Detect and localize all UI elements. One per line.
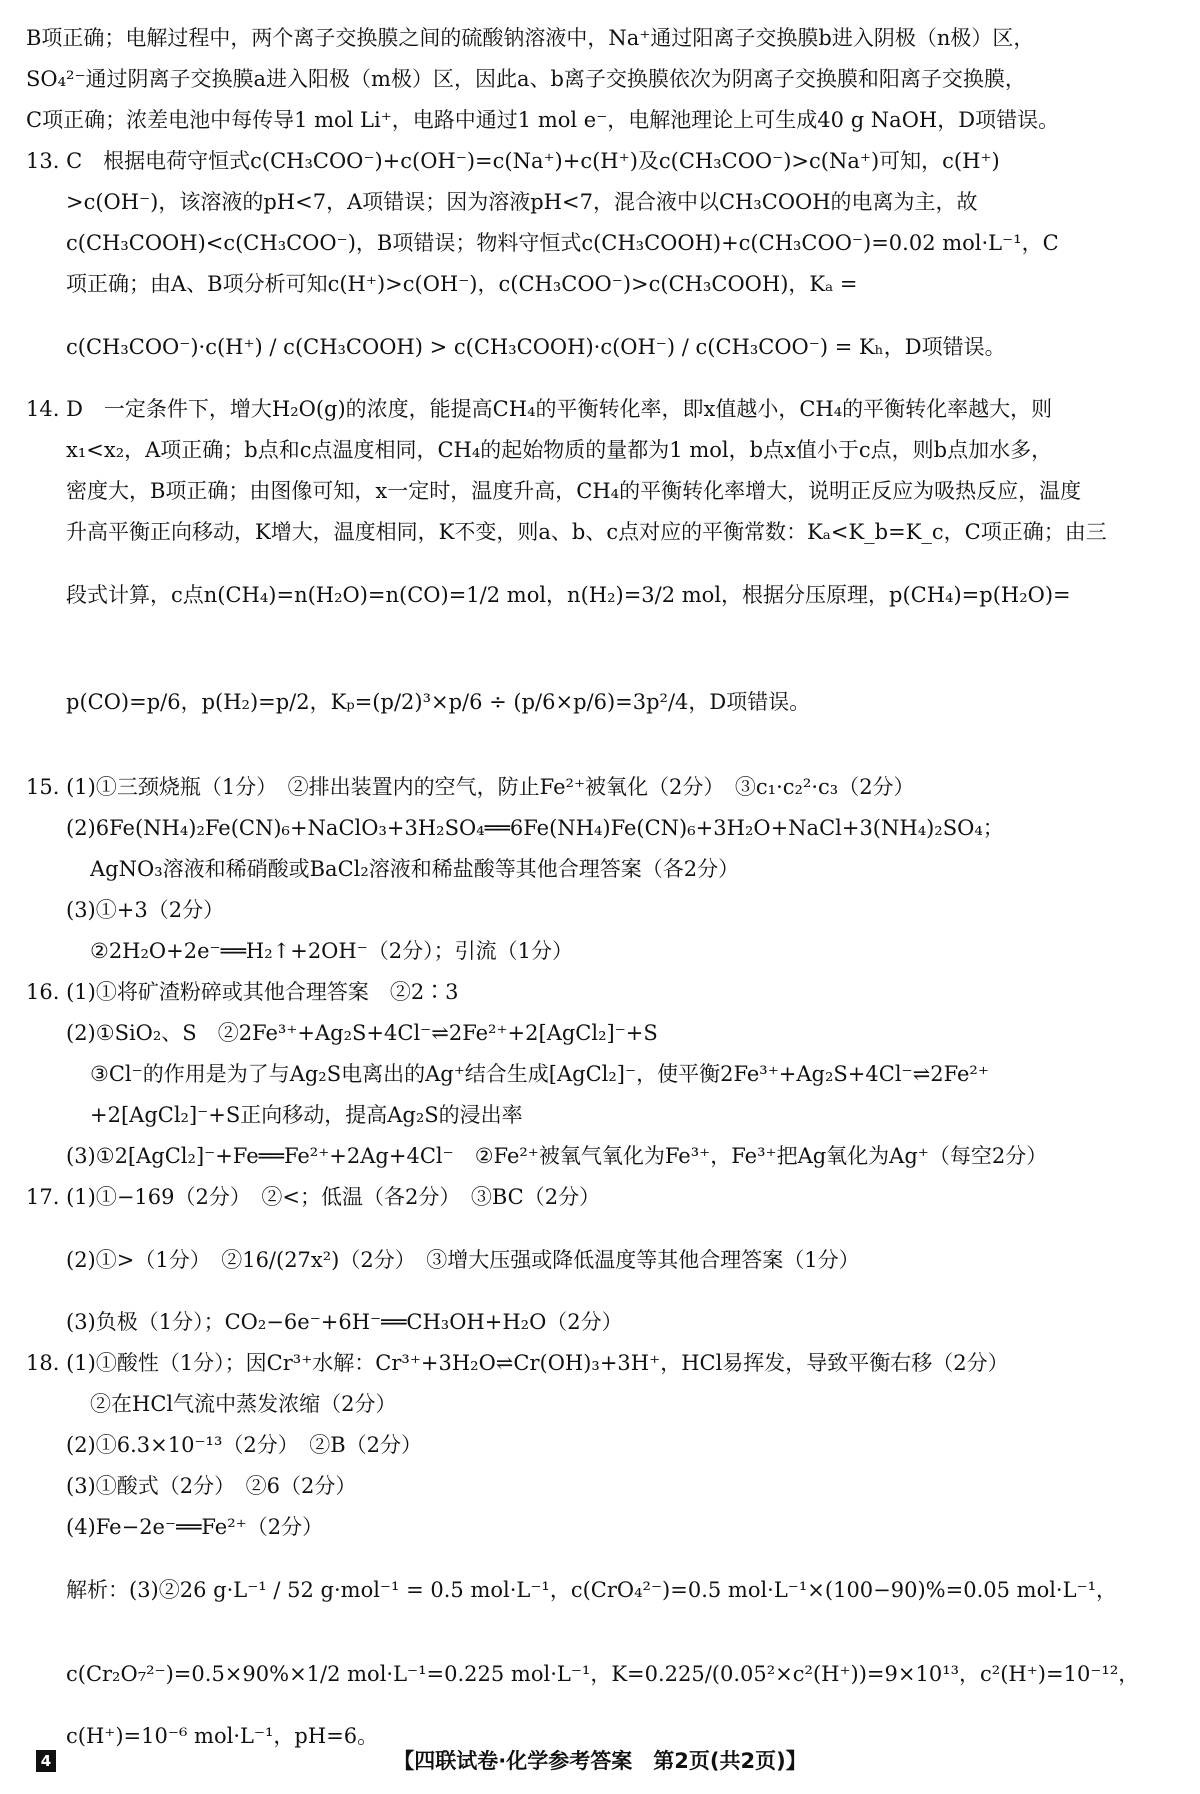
question-16-line: 16. (1)①将矿渣粉碎或其他合理答案 ②2∶3	[26, 980, 459, 1004]
analysis-line: c(H⁺)=10⁻⁶ mol·L⁻¹，pH=6。	[66, 1724, 379, 1748]
text-line: (2)①SiO₂、S ②2Fe³⁺+Ag₂S+4Cl⁻⇌2Fe²⁺+2[AgCl₂]⁻+S	[66, 1021, 658, 1045]
text-line: (2)6Fe(NH₄)₂Fe(CN)₆+NaClO₃+3H₂SO₄══6Fe(NH₄)Fe(CN)₆+3H₂O+NaCl+3(NH₄)₂SO₄；	[66, 816, 1004, 840]
question-14-line: 14. D 一定条件下，增大H₂O(g)的浓度，能提高CH₄的平衡转化率，即x值越小，CH₄的平衡转化率越大，则	[26, 397, 1053, 421]
text-line: SO₄²⁻通过阴离子交换膜a进入阳极（m极）区，因此a、b离子交换膜依次为阴离子交换膜和阳离子交换膜，	[26, 67, 1026, 91]
text-line: c(CH₃COOH)<c(CH₃COO⁻)，B项错误；物料守恒式c(CH₃COOH)+c(CH₃COO⁻)=0.02 mol·L⁻¹，C	[66, 231, 1059, 255]
question-15-line: 15. (1)①三颈烧瓶（1分） ②排出装置内的空气，防止Fe²⁺被氧化（2分） ③c₁·c₂²·c₃（2分）	[26, 775, 915, 799]
text-line: (3)①酸式（2分） ②6（2分）	[66, 1474, 357, 1498]
footer-title: 【四联试卷·化学参考答案 第2页(共2页)】	[393, 1749, 807, 1773]
text-line: AgNO₃溶液和稀硝酸或BaCl₂溶液和稀盐酸等其他合理答案（各2分）	[90, 857, 740, 881]
text-line: (2)①6.3×10⁻¹³（2分） ②B（2分）	[66, 1433, 423, 1457]
text-line: 项正确；由A、B项分析可知c(H⁺)>c(OH⁻)，c(CH₃COO⁻)>c(CH₃COOH)，Kₐ =	[66, 272, 858, 296]
text-line: C项正确；浓差电池中每传导1 mol Li⁺，电路中通过1 mol e⁻，电解池理论上可生成40 g NaOH，D项错误。	[26, 108, 1060, 132]
text-line: x₁<x₂，A项正确；b点和c点温度相同，CH₄的起始物质的量都为1 mol，b点x值小于c点，则b点加水多，	[66, 438, 1053, 462]
page-footer	[0, 1744, 1200, 1778]
question-17-line: 17. (1)①−169（2分） ②<；低温（各2分） ③BC（2分）	[26, 1185, 601, 1209]
page-number-badge: 4	[36, 1750, 56, 1772]
text-line: 密度大，B项正确；由图像可知，x一定时，温度升高，CH₄的平衡转化率增大，说明正反应为吸热反应，温度	[66, 479, 1082, 503]
analysis-line: c(Cr₂O₇²⁻)=0.5×90%×1/2 mol·L⁻¹=0.225 mol·L⁻¹，K=0.225/(0.05²×c²(H⁺))=9×10¹³，c²(H⁺)=10⁻¹²，	[66, 1662, 1140, 1686]
formula-line: p(CO)=p/6，p(H₂)=p/2，Kₚ=(p/2)³×p/6 ÷ (p/6×p/6)=3p²/4，D项错误。	[66, 690, 811, 714]
text-line: (3)①+3（2分）	[66, 898, 225, 922]
analysis-line: 解析：(3)②26 g·L⁻¹ / 52 g·mol⁻¹ = 0.5 mol·L⁻¹，c(CrO₄²⁻)=0.5 mol·L⁻¹×(100−90)%=0.05 mol·L⁻¹，	[66, 1578, 1118, 1602]
text-line: (2)①>（1分） ②16/(27x²)（2分） ③增大压强或降低温度等其他合理答案（1分）	[66, 1248, 860, 1272]
text-line: (4)Fe−2e⁻══Fe²⁺（2分）	[66, 1515, 324, 1539]
text-line: ②2H₂O+2e⁻══H₂↑+2OH⁻（2分）；引流（1分）	[90, 939, 574, 963]
text-line: +2[AgCl₂]⁻+S正向移动，提高Ag₂S的浸出率	[90, 1103, 523, 1127]
formula-line: c(CH₃COO⁻)·c(H⁺) / c(CH₃COOH) > c(CH₃COOH)·c(OH⁻) / c(CH₃COO⁻) = Kₕ，D项错误。	[66, 335, 1006, 359]
text-line: (3)负极（1分）；CO₂−6e⁻+6H⁻══CH₃OH+H₂O（2分）	[66, 1310, 623, 1334]
text-line: (3)①2[AgCl₂]⁻+Fe══Fe²⁺+2Ag+4Cl⁻ ②Fe²⁺被氧气氧化为Fe³⁺，Fe³⁺把Ag氧化为Ag⁺（每空2分）	[66, 1144, 1048, 1168]
text-line: ③Cl⁻的作用是为了与Ag₂S电离出的Ag⁺结合生成[AgCl₂]⁻，使平衡2Fe³⁺+Ag₂S+4Cl⁻⇌2Fe²⁺	[90, 1062, 989, 1086]
text-line: 升高平衡正向移动，K增大，温度相同，K不变，则a、b、c点对应的平衡常数：Kₐ<K_b=K_c，C项正确；由三	[66, 520, 1107, 544]
question-13-line: 13. C 根据电荷守恒式c(CH₃COO⁻)+c(OH⁻)=c(Na⁺)+c(H⁺)及c(CH₃COO⁻)>c(Na⁺)可知，c(H⁺)	[26, 149, 1000, 173]
question-18-line: 18. (1)①酸性（1分）；因Cr³⁺水解：Cr³⁺+3H₂O⇌Cr(OH)₃+3H⁺，HCl易挥发，导致平衡右移（2分）	[26, 1351, 1009, 1375]
text-line: B项正确；电解过程中，两个离子交换膜之间的硫酸钠溶液中，Na⁺通过阳离子交换膜b进入阴极（n极）区，	[26, 26, 1035, 50]
text-line: ②在HCl气流中蒸发浓缩（2分）	[90, 1392, 397, 1416]
text-line: 段式计算，c点n(CH₄)=n(H₂O)=n(CO)=1/2 mol，n(H₂)=3/2 mol，根据分压原理，p(CH₄)=p(H₂O)=	[66, 583, 1071, 607]
text-line: >c(OH⁻)，该溶液的pH<7，A项错误；因为溶液pH<7，混合液中以CH₃COOH的电离为主，故	[66, 190, 978, 214]
